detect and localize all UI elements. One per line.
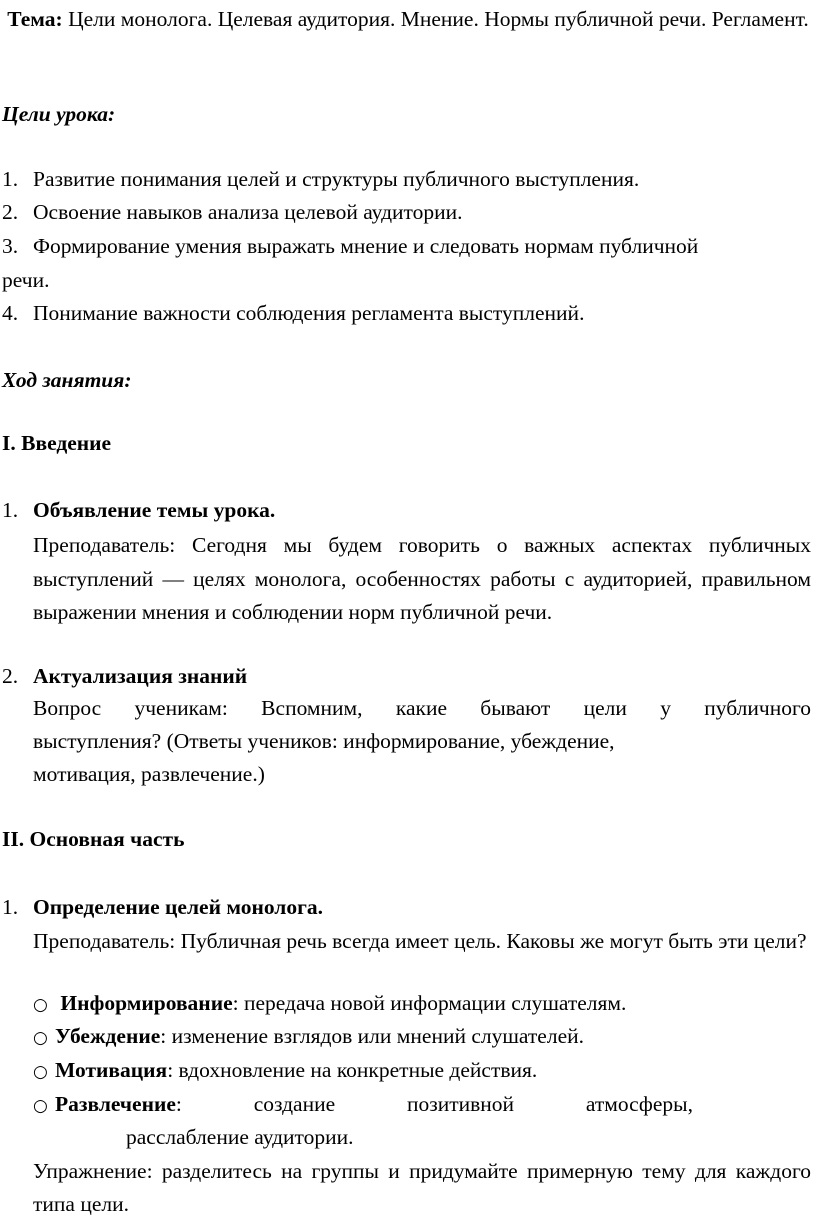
goal-text: Развитие понимания целей и структуры публичного выступления.: [33, 167, 640, 191]
goal-number: 4.: [2, 301, 19, 325]
item-body: Преподаватель: Публичная речь всегда имеет цель. Каковы же могут быть эти цели?: [33, 929, 807, 953]
list-item: [33, 1088, 693, 1122]
item-title: Объявление темы урока.: [33, 498, 276, 522]
item-body-line: мотивация, развлечение.): [33, 762, 265, 786]
bullet-text-part: атмосферы,: [585, 1092, 693, 1116]
bullet-text: : передача новой информации слушателям.: [232, 991, 627, 1015]
bullet-term: Убеждение: [55, 1024, 161, 1048]
goal-text: Формирование умения выражать мнение и следовать нормам публичной: [33, 234, 699, 258]
item-number: 1.: [2, 895, 19, 919]
goal-item: [2, 196, 463, 228]
circle-bullet-icon: ○: [33, 995, 48, 1015]
bullet-text-part: создание: [253, 1092, 336, 1116]
goal-item: [2, 163, 639, 195]
goal-number: 1.: [2, 167, 19, 191]
goal-item: [2, 230, 698, 262]
circle-bullet-icon: ○: [33, 1096, 48, 1116]
goal-number: 3.: [2, 234, 19, 258]
item-body: Преподаватель: Сегодня мы будем говорить о важных аспектах публичных выступлений — целях монолога, особенностях работы с аудиторией, правильном выражении мнения и соблюдении норм публичной речи.: [33, 533, 811, 624]
item-body-line: выступления? (Ответы учеников: информирование, убеждение,: [33, 729, 615, 753]
goals-heading: Цели урока:: [2, 102, 116, 126]
goal-text-continuation: речи.: [2, 268, 50, 292]
section-2-heading: II. Основная часть: [2, 827, 185, 851]
bullet-term: Мотивация: [55, 1058, 168, 1082]
list-item: [33, 1054, 537, 1088]
circle-bullet-icon: ○: [33, 1028, 48, 1048]
list-item: [33, 987, 626, 1021]
list-item: [33, 1020, 584, 1054]
bullet-text-continuation: расслабление аудитории.: [126, 1125, 354, 1149]
topic-text: Цели монолога. Целевая аудитория. Мнение. Нормы публичной речи. Регламент.: [62, 7, 809, 31]
goal-item: [2, 297, 584, 329]
bullet-text-part: :: [175, 1092, 182, 1116]
item-title: Актуализация знаний: [33, 664, 248, 688]
bullet-text-part: позитивной: [406, 1092, 515, 1116]
bullet-text: : вдохновление на конкретные действия.: [167, 1058, 538, 1082]
item-title: Определение целей монолога.: [33, 895, 324, 919]
item-body-line: Вопрос ученикам: Вспомним, какие бывают цели у публичного: [33, 696, 811, 720]
section-1-heading: I. Введение: [2, 431, 112, 455]
topic-label: Тема:: [7, 7, 63, 31]
bullet-term: Информирование: [60, 991, 233, 1015]
goal-text: Понимание важности соблюдения регламента выступлений.: [33, 301, 585, 325]
item-number: 2.: [2, 664, 19, 688]
exercise-text: Упражнение: разделитесь на группы и придумайте примерную тему для каждого типа цели.: [33, 1159, 811, 1216]
topic-header: [0, 4, 816, 35]
circle-bullet-icon: ○: [33, 1062, 48, 1082]
bullet-text: : изменение взглядов или мнений слушателей.: [160, 1024, 584, 1048]
item-number: 1.: [2, 498, 19, 522]
bullet-lead: [33, 1088, 182, 1122]
goal-number: 2.: [2, 200, 19, 224]
bullet-term: Развлечение: [55, 1092, 176, 1116]
course-heading: Ход занятия:: [2, 368, 132, 392]
goal-text: Освоение навыков анализа целевой аудитории.: [33, 200, 463, 224]
